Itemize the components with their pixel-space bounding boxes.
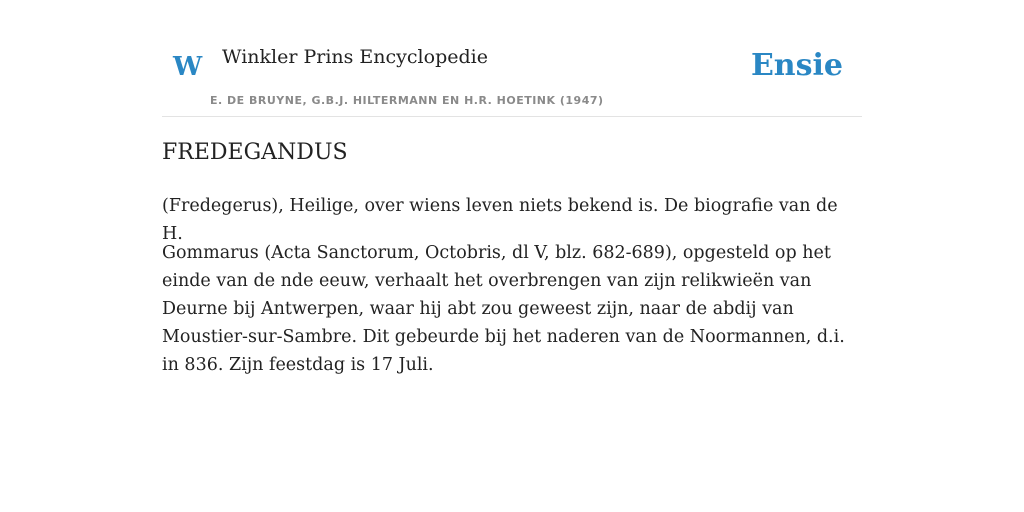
page <box>162 0 862 375</box>
entry-paragraph: (Fredegerus), Heilige, over wiens leven niets bekend is. De biografie van de H. <box>162 196 838 244</box>
entry-title: FREDEGANDUS <box>162 140 348 165</box>
source-authors: E. DE BRUYNE, G.B.J. HILTERMANN EN H.R. HOETINK (1947) <box>210 94 604 107</box>
source-title[interactable]: Winkler Prins Encyclopedie <box>222 46 488 68</box>
winkler-prins-logo-icon[interactable]: W <box>173 52 203 82</box>
ensie-logo-link[interactable]: Ensie <box>750 48 843 83</box>
entry-paragraph: Gommarus (Acta Sanctorum, Octobris, dl V, blz. 682-689), opgesteld op het einde van de nde eeuw, verhaalt het overbrengen van zijn relikwieën van Deurne bij Antwerpen, waar hij abt zou geweest zijn, naar de abdij van Moustier-sur-Sambre. Dit gebeurde bij het naderen van de Noormannen, d.i. in 836. Zijn feestdag is 17 Juli. <box>162 243 845 375</box>
source-header <box>162 0 862 117</box>
